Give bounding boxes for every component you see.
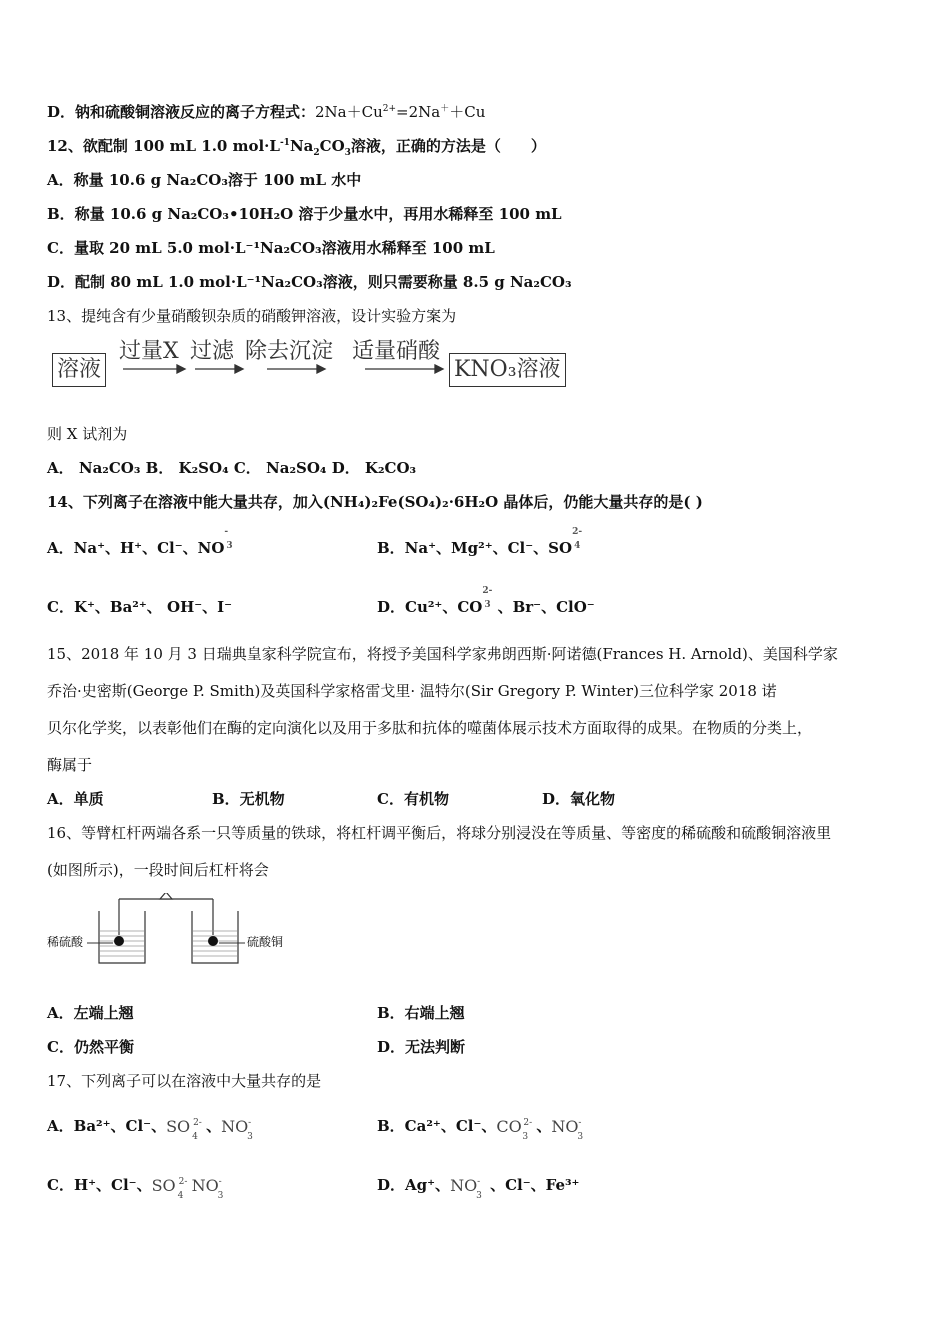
q15-option-a: A．单质 — [47, 790, 104, 808]
q15-option-c: C．有机物 — [377, 790, 449, 808]
q15-line3: 贝尔化学奖，以表彰他们在酶的定向演化以及用于多肽和抗体的噬菌体展示技术方面取得的成果。在物质的分类上， — [47, 719, 813, 737]
q15-option-b: B．无机物 — [212, 790, 285, 808]
q12-option-a: A．称量 10.6 g Na₂CO₃溶于 100 mL 水中 — [47, 171, 362, 189]
sulfate-ion: SO 2- 4 — [151, 1176, 188, 1201]
q14-stem: 14、下列离子在溶液中能大量共存，加入(NH₄)₂Fe(SO₄)₂·6H₂O 晶体后，仍能大量共存的是( ) — [47, 493, 703, 511]
q15-line2: 乔治·史密斯(George P. Smith)及英国科学家格雷戈里· 温特尔(Sir Gregory P. Winter)三位科学家 2018 诺 — [47, 682, 777, 700]
q16-line2: (如图所示)，一段时间后杠杆将会 — [47, 861, 269, 879]
nitrate-ion: NO - 3 — [221, 1117, 253, 1142]
nitrate-ion: NO - 3 — [191, 1176, 224, 1201]
q14-option-c: C．K⁺、Ba²⁺、 OH⁻、I⁻ — [47, 598, 233, 616]
carbonate-ion: CO 2- 3 — [496, 1117, 533, 1142]
q16-option-b: B．右端上翘 — [377, 1004, 465, 1022]
q12-stem: 12、欲配制 100 mL 1.0 $mol\cdot L^{-1}Na_2CO_3$溶液，正确的方法是（ ） — [47, 137, 546, 158]
q13-stem: 13、提纯含有少量硝酸钡杂质的硝酸钾溶液，设计实验方案为 — [47, 307, 457, 325]
q16-option-c: C．仍然平衡 — [47, 1038, 134, 1056]
label-copper-sulfate: 硫酸铜 — [247, 935, 284, 949]
q16-option-d: D．无法判断 — [377, 1038, 466, 1056]
q11-option-d: D．钠和硫酸铜溶液反应的离子方程式：$2Na+Cu^{2+}=2Na^++Cu$ — [47, 103, 486, 121]
sulfate-ion: SO 2- 4 — [166, 1117, 202, 1142]
q14-option-a: A．Na⁺、H⁺、Cl⁻、NO - 3 — [47, 527, 233, 557]
q16-option-a: A．左端上翘 — [47, 1004, 134, 1022]
q17-option-b: B．Ca²⁺、Cl⁻、 CO 2- 3 、 NO - 3 — [377, 1108, 591, 1145]
nitrate-ion: NO - 3 — [551, 1117, 584, 1142]
q13-ask: 则 X 试剂为 — [47, 425, 128, 443]
co3-ion-charge: 2- 3 — [482, 586, 493, 610]
q17-option-a: A．Ba²⁺、Cl⁻、 SO 2- 4 、 NO - 3 — [47, 1108, 261, 1145]
label-dilute-sulfuric-acid: 稀硫酸 — [47, 935, 84, 949]
q16-lever-figure — [47, 893, 297, 973]
flow-end-box: KNO₃溶液 — [449, 353, 566, 387]
q15-option-d: D．氧化物 — [542, 790, 616, 808]
flow-step2: 过滤 — [190, 339, 235, 364]
no3-ion-charge: - 3 — [224, 527, 233, 551]
q15-line4: 酶属于 — [47, 756, 93, 774]
q12-option-c: C．量取 20 mL 5.0 mol·L⁻¹Na₂CO₃溶液用水稀释至 100 mL — [47, 239, 495, 257]
q17-stem: 17、下列离子可以在溶液中大量共存的是 — [47, 1072, 322, 1090]
q17-option-d: D．Ag⁺、 NO - 3 、Cl⁻、Fe³⁺ — [377, 1167, 579, 1204]
q12-option-b: B．称量 10.6 g Na₂CO₃•10H₂O 溶于少量水中，再用水稀释至 100 mL — [47, 205, 562, 223]
q14-option-b: B．Na⁺、Mg²⁺、Cl⁻、SO 2- 4 — [377, 527, 583, 557]
q13-flow-diagram — [47, 338, 567, 392]
q16-line1: 16、等臂杠杆两端各系一只等质量的铁球，将杠杆调平衡后，将球分别浸没在等质量、等密度的稀硫酸和硫酸铜溶液里 — [47, 824, 832, 842]
so4-ion-charge: 2- 4 — [572, 527, 583, 551]
q14-option-d: D．Cu²⁺、CO 2- 3 、Br⁻、ClO⁻ — [377, 586, 595, 616]
q17-option-c: C．H⁺、Cl⁻、 SO 2- 4 NO - 3 — [47, 1167, 232, 1204]
nitrate-ion: NO - 3 — [450, 1176, 482, 1201]
q13-options: A． Na₂CO₃ B． K₂SO₄ C． Na₂SO₄ D． K₂CO₃ — [47, 459, 417, 477]
q12-option-d: D．配制 80 mL 1.0 mol·L⁻¹Na₂CO₃溶液，则只需要称量 8.5 g Na₂CO₃ — [47, 273, 572, 291]
flow-start-box: 溶液 — [52, 353, 106, 387]
flow-step3: 除去沉淀 — [245, 339, 334, 364]
q15-line1: 15、2018 年 10 月 3 日瑞典皇家科学院宣布，将授予美国科学家弗朗西斯·阿诺德(Frances H. Arnold)、美国科学家 — [47, 645, 838, 663]
flow-step4: 适量硝酸 — [352, 339, 441, 364]
flow-step1: 过量X — [119, 339, 179, 364]
